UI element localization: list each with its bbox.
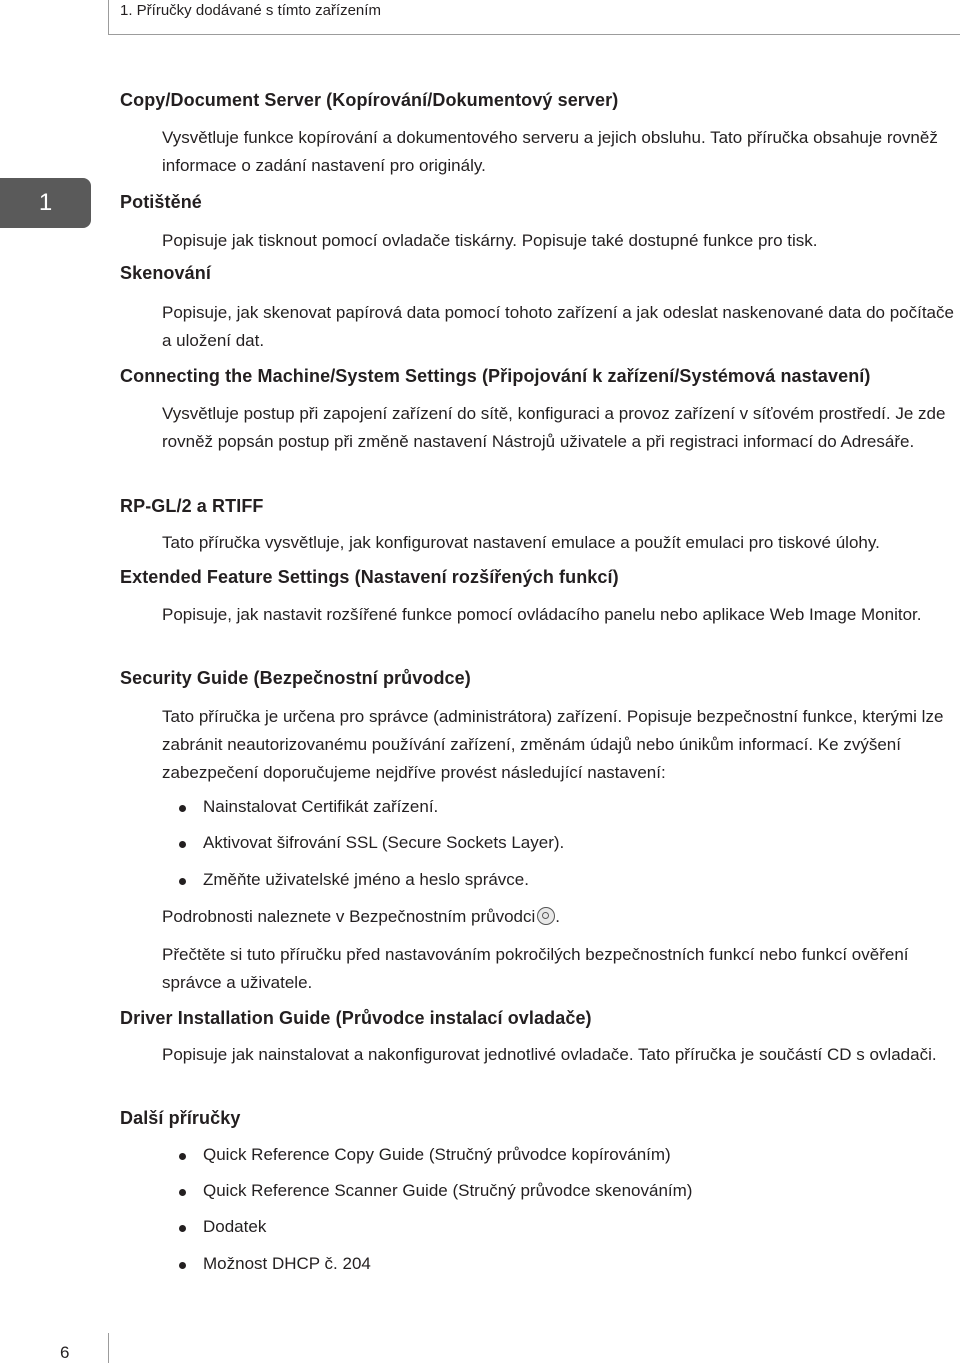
section-heading-security: Security Guide (Bezpečnostní průvodce) — [120, 668, 471, 688]
bullet-icon — [179, 1225, 186, 1232]
bullet-icon — [179, 1262, 186, 1269]
security-read-note: Přečtěte si tuto příručku před nastavováním pokročilých bezpečnostních funkcí nebo funkcí ověření správce a uživatele. — [162, 945, 909, 992]
cd-disc-icon — [537, 907, 555, 925]
section-text-copy: Vysvětluje funkce kopírování a dokumentového serveru a jejich obsluhu. Tato příručka obsahuje rovněž informace o zadání nastavení pro originály. — [162, 128, 938, 175]
section-text-driver: Popisuje jak nainstalovat a nakonfigurovat jednotlivé ovladače. Tato příručka je součástí CD s ovladači. — [162, 1045, 937, 1064]
header-divider-vertical — [108, 0, 109, 34]
section-heading-driver: Driver Installation Guide (Průvodce instalací ovladače) — [120, 1008, 592, 1028]
bullet-icon — [179, 1189, 186, 1196]
section-heading-copy: Copy/Document Server (Kopírování/Dokumentový server) — [120, 90, 619, 110]
section-text-rpgl: Tato příručka vysvětluje, jak konfigurovat nastavení emulace a použít emulaci pro tiskové úlohy. — [162, 533, 880, 552]
section-text-print: Popisuje jak tisknout pomocí ovladače tiskárny. Popisuje také dostupné funkce pro tisk. — [162, 231, 818, 250]
bullet-icon — [179, 841, 186, 848]
bullet-icon — [179, 805, 186, 812]
chapter-tab — [0, 178, 91, 228]
section-heading-rpgl: RP-GL/2 a RTIFF — [120, 496, 264, 516]
section-heading-other: Další příručky — [120, 1108, 241, 1128]
section-heading-scan: Skenování — [120, 263, 211, 283]
footer-divider — [108, 1333, 109, 1363]
section-text-scan: Popisuje, jak skenovat papírová data pomocí tohoto zařízení a jak odeslat naskenované data do počítače a uložení dat. — [162, 303, 954, 350]
section-text-connecting: Vysvětluje postup při zapojení zařízení do sítě, konfiguraci a provoz zařízení v síťovém prostředí. Je zde rovněž popsán postup při změně nastavení Nástrojů uživatele a při registraci informací do Adresáře. — [162, 404, 946, 451]
bullet-icon — [179, 1153, 186, 1160]
section-text-security: Tato příručka je určena pro správce (administrátora) zařízení. Popisuje bezpečnostní funkce, kterými lze zabránit neautorizovanému používání zařízení, změnám údajů nebo únikům informací. Ke zvýšení zabezpečení doporučujeme nejdříve provést následující nastavení: — [162, 707, 944, 782]
section-heading-print: Potištěné — [120, 192, 202, 212]
chapter-number: 1 — [38, 189, 53, 216]
section-heading-connecting: Connecting the Machine/System Settings (Připojování k zařízení/Systémová nastavení) — [120, 366, 871, 386]
section-text-extended: Popisuje, jak nastavit rozšířené funkce pomocí ovládacího panelu nebo aplikace Web Image Monitor. — [162, 605, 922, 624]
section-heading-extended: Extended Feature Settings (Nastavení rozšířených funkcí) — [120, 567, 619, 587]
bullet-icon — [179, 878, 186, 885]
page-header — [0, 0, 960, 34]
security-details-line: Podrobnosti naleznete v Bezpečnostním průvodci . — [162, 907, 561, 926]
running-header-title: 1. Příručky dodávané s tímto zařízením — [120, 2, 381, 19]
page-number: 6 — [60, 1343, 70, 1362]
header-divider-horizontal — [108, 34, 960, 35]
